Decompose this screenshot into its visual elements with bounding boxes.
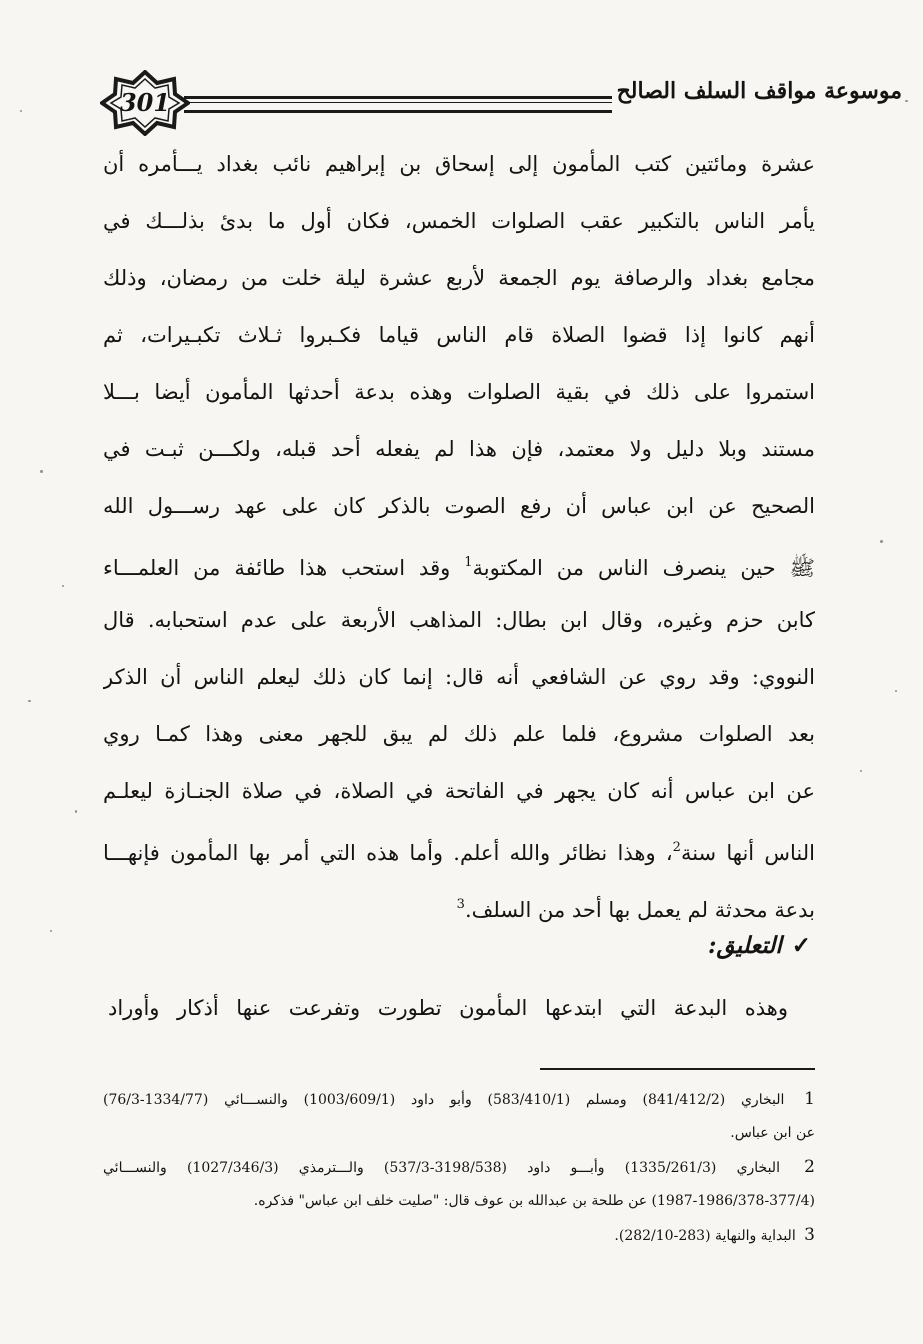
text-segment: بدعة محدثة لم يعمل بها أحد من السلف.	[464, 898, 815, 922]
text-line: بعد الصلوات مشروع، فلما علم ذلك لم يبق للجهر معنى وهذا كمـا روي	[103, 722, 815, 746]
footnote-ref: 2	[672, 840, 681, 855]
header-rule	[184, 96, 612, 113]
text-line: يأمر الناس بالتكبير عقب الصلوات الخمس، فكان أول ما بدئ بذلـــك في	[103, 209, 815, 233]
body-text	[103, 142, 815, 940]
footnote-number: 2	[804, 1157, 815, 1177]
footnote-line: عن ابن عباس.	[730, 1125, 815, 1141]
scan-speck	[905, 100, 908, 102]
footnote-line	[103, 1150, 815, 1184]
scan-speck	[50, 930, 52, 932]
footnote-ref: 3	[456, 897, 465, 912]
footnote-number: 1	[804, 1089, 815, 1109]
text-line: أنهم كانوا إذا قضوا الصلاة قام الناس قياما فكـبروا ثـلاث تكبـيرات، ثم	[103, 323, 815, 347]
text-line: مستند وبلا دليل ولا معتمد، فإن هذا لم يفعله أحد قبله، ولكـــن ثبـت في	[103, 437, 815, 461]
text-line: استمروا على ذلك في بقية الصلوات وهذه بدعة أحدثها المأمون أيضا بـــلا	[103, 380, 815, 404]
text-segment: وقد استحب هذا طائفة من العلمـــاء	[103, 556, 451, 580]
section-heading	[511, 932, 811, 959]
text-line: عن ابن عباس أنه كان يجهر في الفاتحة في الصلاة، في صلاة الجنـازة ليعلـم	[103, 779, 815, 803]
footnotes	[103, 1082, 815, 1252]
footnote-separator	[540, 1068, 815, 1070]
text-line: وهذه البدعة التي ابتدعها المأمون تطورت وتفرعت عنها أذكار وأوراد	[108, 996, 788, 1020]
text-segment: الناس أنها سنة	[680, 841, 815, 865]
scan-speck	[20, 110, 22, 112]
footnote-text: البخاري (841/412/2) ومسلم (583/410/1) وأبو داود (1003/609/1) والنســـائي (1334/77-76/3)	[103, 1092, 785, 1108]
text-line: كابن حزم وغيره، وقال ابن بطال: المذاهب الأربعة على عدم استحبابه. قال	[103, 608, 815, 632]
text-line: مجامع بغداد والرصافة يوم الجمعة لأربع عشرة ليلة خلت من رمضان، وذلك	[103, 266, 815, 290]
text-line: الصحيح عن ابن عباس أن رفع الصوت بالذكر كان على عهد رســـول الله	[103, 494, 815, 518]
check-icon: ✓	[791, 932, 811, 959]
footnote-number: 3	[804, 1225, 815, 1245]
text-line: عشرة ومائتين كتب المأمون إلى إسحاق بن إبراهيم نائب بغداد يـــأمره أن	[103, 152, 815, 176]
scan-speck	[895, 690, 897, 692]
text-segment: ، وهذا نظائر والله أعلم. وأما هذه التي أمر بها المأمون فإنهـــا	[103, 841, 673, 865]
scan-speck	[40, 470, 43, 473]
text-line: النووي: وقد روي عن الشافعي أنه قال: إنما كان ذلك ليعلم الناس أن الذكر	[103, 665, 815, 689]
page-number-ornament	[100, 70, 190, 136]
scan-speck	[62, 585, 64, 587]
text-segment: ﷺ حين ينصرف الناس من المكتوبة	[472, 556, 815, 580]
footnote-ref: 1	[464, 555, 473, 570]
text-line	[103, 541, 815, 598]
text-line	[103, 826, 815, 883]
scan-speck	[75, 810, 77, 813]
footnote-text: البداية والنهاية (283-282/10).	[614, 1228, 796, 1244]
book-title: موسوعة مواقف السلف الصالح	[616, 78, 902, 104]
scan-speck	[860, 770, 862, 772]
footnote-line: (1987-1986/378-377/4) عن طلحة بن عبدالله بن عوف قال: "صليت خلف ابن عباس" فذكره.	[253, 1193, 815, 1209]
footnote-line	[103, 1218, 815, 1252]
footnote-line	[103, 1082, 815, 1116]
section-heading-text: التعليق:	[708, 932, 782, 959]
scan-speck	[28, 700, 31, 702]
page-header	[100, 70, 900, 140]
scan-speck	[880, 540, 883, 543]
page-number: 301	[119, 88, 171, 117]
footnote-text: البخاري (1335/261/3) وأبـــو داود (3198/538-537/3) والـــترمذي (1027/346/3) والنســـائي	[103, 1160, 780, 1176]
